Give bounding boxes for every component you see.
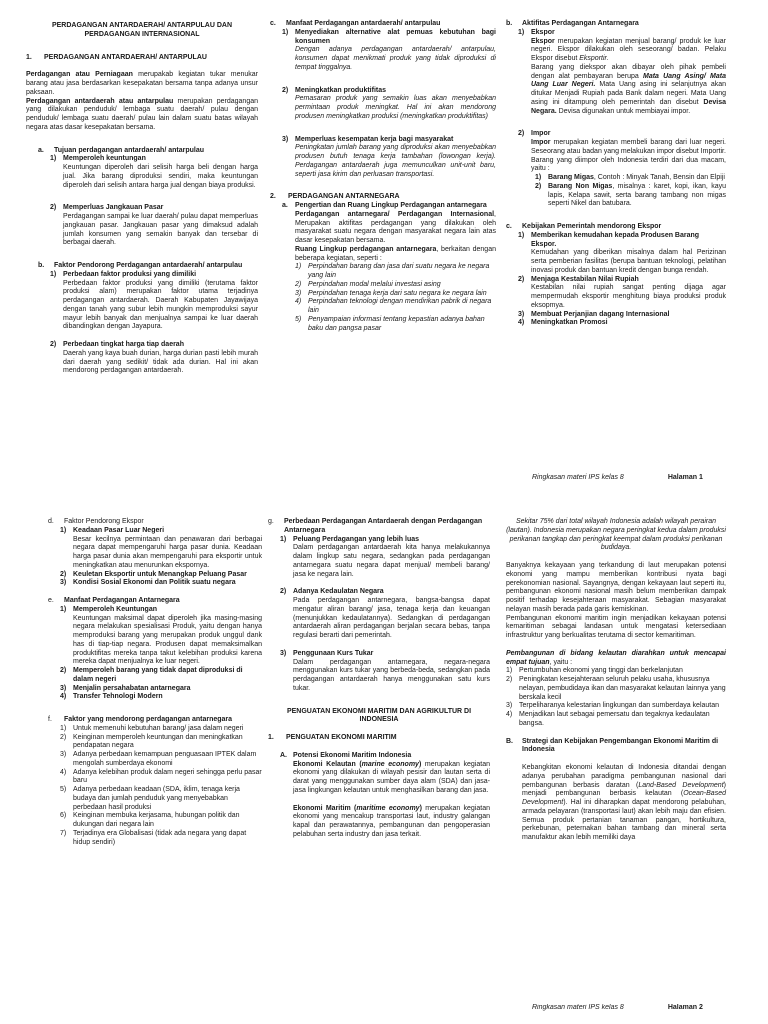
subsection-heading: a. Tujuan perdagangan antardaerah/ antarpulau <box>38 146 205 154</box>
subsection-heading: g. Perbedaan Perdagangan Antardaerah dengan Perdagangan Antarnegara <box>268 518 483 534</box>
list-item: 6) Keinginan membuka kerjasama, hubungan politik dan dukungan dari negara lain <box>60 812 240 828</box>
list-item: 1) Pertumbuhan ekonomi yang tinggi dan berkelanjutan <box>506 667 683 675</box>
list-item: 2) Meningkatkan produktifitas <box>282 86 387 94</box>
list-item: 3) Terpeliharanya kelestarian lingkungan dan sumberdaya kelautan <box>506 702 720 710</box>
list-item: 4) Transfer Tehnologi Modern <box>60 693 163 701</box>
paragraph: Keuntungan maksimal dapat diperoleh jika masing-masing negara melakukan spesialisasi Produk, yaitu dengan hanya memproduksi barang yang merupakan produk unggul dank has di tiap-tiap negara. Produsen dapat memaksimalkan produktifitas mereka tanpa takut kelebihan produksi karena mereka dapat menjualnya ke luar negeri. <box>73 614 262 666</box>
page2-column-2 <box>268 518 490 840</box>
list-item: 1) Ekspor <box>518 28 555 36</box>
list-item: 2) Perpindahan modal melalui investasi asing <box>295 280 441 288</box>
paragraph: Perdagangan antardaerah atau antarpulau merupakan perdagangan yang dilakukan penduduk/ lembaga suatu daerah/ pulau dengan penduduk/ lembaga suatu daerah/ pulau lain dalam suatu batas wilayah negara atas dasar kesepakatan bersama. <box>26 97 258 131</box>
list-item: 1) Memperoleh Keuntungan <box>60 605 158 613</box>
section-heading: 1. PENGUATAN EKONOMI MARITIM <box>268 734 397 741</box>
subsection-heading: b. Faktor Pendorong Perdagangan antardaerah/ antarpulau <box>38 262 243 269</box>
list-item: 1) Menyediakan alternative alat pemuas kebutuhan bagi konsumen <box>282 28 496 45</box>
intro-paragraph: Sekitar 75% dari total wilayah Indonesia adalah wilayah perairan (lautan). Indonesia merupakan negara peringkat kedua dalam produksi perikanan tangkap dan peringkat keempat dalam produksi perikanan budidaya. <box>506 518 726 552</box>
paragraph: Pembangunan di bidang kelautan diarahkan untuk mencapai empat tujuan, yaitu : <box>506 649 726 666</box>
list-item: 1) Perbedaan faktor produksi yang dimiliki <box>50 270 197 278</box>
list-item: 1) Perpindahan barang dan jasa dari suatu negara ke negara yang lain <box>295 263 490 279</box>
paragraph: Kebangkitan ekonomi kelautan di Indonesia ditandai dengan adanya perubahan paradigma pembangunan nasional dari pembangunan berbasis daratan (Land-Based Development) menjadi pembangunan berbasis kelautan (Ocean-Based Development). Hal ini diharapkan dapat mendorong pelabuhan, armada pelayaran (transportasi laut) akan lebih maju dan efisien. Semua produk pertanian tanaman pangan, hortikultura, perkebunan, peternakan bahan tambang dan mineral serta manufaktur akan lebih memiliki daya <box>522 764 726 841</box>
paragraph: Ekonomi Kelautan (marine economy) merupakan kegiatan ekonomi yang dilakukan di wilayah pesisir dan lautan serta di darat yang menggunakan sumber daya alam (SDA) dan jasa-jasa lingkungan kelautan untuk menghasilkan barang dan jasa. <box>293 760 490 794</box>
page-1 <box>0 0 768 500</box>
list-item: 3) Memperluas kesempatan kerja bagi masyarakat <box>282 135 454 143</box>
subsection-heading: c. Kebijakan Pemerintah mendorong Ekspor <box>506 223 662 230</box>
list-item: 3) Adanya perbedaan kemampuan penguasaan IPTEK dalam mengolah sumberdaya ekonomi <box>60 751 257 767</box>
subsection-heading: c. Manfaat Perdagangan antardaerah/ antarpulau <box>270 20 441 27</box>
page-number: Halaman 1 <box>667 474 703 481</box>
page-number: Halaman 2 <box>667 1004 703 1011</box>
paragraph: Ekonomi Maritim (maritime economy) merupakan kegiatan ekonomi yang mencakup transportasi laut, industry galangan kapal dan perawatannya, pembangunan dan pengoperasian pelabuhan serta industry dan jasa terkait. <box>293 804 490 838</box>
paragraph: Perdagangan sampai ke luar daerah/ pulau dapat memperluas jangkauan pasar. Jangkauan pasar yang dimaksud adalah jumlah konsumen yang semakin banyak dan tersebar di berbagai daerah. <box>63 213 258 247</box>
section-title: PENGUATAN EKONOMI MARITIM DAN AGRIKULTUR DI INDONESIA <box>286 707 472 724</box>
list-item: 5) Penyampaian informasi tentang kepastian adanya bahan baku dan pangsa pasar <box>295 315 485 332</box>
list-item: 2) Peningkatan kesejahteraan seluruh pelaku usaha, khususnya nelayan, pembudidaya ikan dan masyarakat kelautan lainnya yang berskala kecil <box>506 676 726 701</box>
list-item: 2) Memperluas Jangkauan Pasar <box>50 204 164 212</box>
list-item: 2) Keuletan Eksportir untuk Menangkap Peluang Pasar <box>60 570 247 578</box>
paragraph: Keuntungan diperoleh dari selisih harga beli dengan harga jual. Jika barang diproduksi sendiri, maka keuntungan diperoleh dari selisih antara harga jual dengan biaya produksi. <box>63 164 258 189</box>
list-item: 7) Terjadinya era Globalisasi (tidak ada negara yang dapat hidup sendiri) <box>60 829 247 846</box>
page2-column-3 <box>506 518 726 843</box>
list-item: 5) Adanya perbedaan keadaan (SDA, iklim, tenaga kerja budaya dan jumlah penduduk yang menyebabkan perbedaan hasil produksi <box>60 786 240 811</box>
paragraph: Peningkatan jumlah barang yang diproduksi akan menyebabkan produsen butuh tenaga kerja tambahan (lowongan kerja). Perdagangan antardaerah juga memunculkan unit-unit baru, seperti jasa kirim dan perluasan transportasi. <box>295 144 496 178</box>
paragraph: Pada perdagangan antarnegara, bangsa-bangsa dapat mengatur aliran barang/ jasa, tenaga kerja dan keuangan (menunjukkan kedaulatannya). Sedangkan di perdagangan antardaerah aliran perdagangan berjalan secara bebas, tanpa regulasi berarti dari pemerintah. <box>293 597 490 639</box>
list-item: 2) Perbedaan tingkat harga tiap daerah <box>50 341 184 348</box>
paragraph: Ruang Lingkup perdagangan antarnegara, berkaitan dengan beberapa kegiatan, seperti : <box>295 245 496 262</box>
subsection-heading: f. Faktor yang mendorong perdagangan antarnegara <box>48 716 233 723</box>
paragraph: Banyaknya kekayaan yang terkandung di laut merupakan potensi ekonomi yang mampu memberikan kontribusi nyata bagi perekonomian nasional. Sayangnya, dengan kekayaan laut seperti itu, pembangunan ekonomi nasional masih belum memberikan dampak positif terhadap kesejahteraan masyarakat. Sebagian masyarakat nelayan masih berada pada garis kemiskinan. <box>506 562 726 613</box>
list-item: 2) Keinginan memperoleh keuntungan dan meningkatkan pendapatan negara <box>60 733 243 750</box>
list-item: 3) Penggunaan Kurs Tukar <box>280 649 374 657</box>
list-item: 3) Menjalin persahabatan antarnegara <box>60 684 191 692</box>
subsection-heading: B. Strategi dan Kebijakan Pengembangan Ekonomi Maritim di Indonesia <box>506 737 719 754</box>
paragraph: Perbedaan faktor produksi yang dimiliki (terutama faktor produksi alam) merupakan faktor utama terjadinya perdagangan antardaerah. Daerah Kabupaten Jayawijaya dengan tanah yang subur lebih mungkin memproduksi sayur mayur lebih banyak dan menjualnya sampai ke luar daerah dibandingkan dengan Jayapura. <box>63 279 258 331</box>
section-heading: 2. PERDAGANGAN ANTARNEGARA <box>270 193 400 201</box>
list-item: 1) Memberikan kemudahan kepada Produsen Barang Ekspor. <box>518 231 700 248</box>
paragraph: Pembangunan ekonomi maritim ingin menjadikan kekayaan potensi kemaritiman sebagai landasan untuk mengatasi ketersediaan infrastruktur yang berkualitas terutama di sector kemaritiman. <box>506 614 726 639</box>
paragraph: Dalam perdagangan antardaerah kita hanya melakukannya dalam lingkup satu negara, sedangkan pada perdagangan antarnegara suatu negara dapat menjual/ membeli barang/ jasa ke negara lain. <box>293 544 490 578</box>
list-item: 2) Impor <box>518 130 551 138</box>
paragraph: Ekspor merupakan kegiatan menjual barang/ produk ke luar negeri. Ekspor dilakukan oleh seseorang/ badan. Pelaku Ekspor disebut Eksportir. <box>531 37 726 62</box>
list-item: 2) Barang Non Migas, misalnya : karet, kopi, ikan, kayu lapis, Kelapa sawit, serta barang tambang non migas seperti Nikel dan batubara. <box>535 182 726 208</box>
page-footer <box>532 474 703 483</box>
paragraph: Kestabilan nilai rupiah sangat penting dijaga agar mempermudah eksportir menghitung biaya produksi produk eksopmya. <box>531 284 726 309</box>
list-item: 1) Untuk memenuhi kebutuhan barang/ jasa dalam negeri <box>60 724 244 732</box>
paragraph: Barang yang diekspor akan dibayar oleh pihak pembeli dengan alat pembayaran berupa Mata Uang Asing/ Mata Uang Luar Negeri. Mata Uang asing ini selanjutnya akan ditukar Menjadi Rupiah pada Bank dalam negeri. Mata Uang asing ini ditampung oleh pemerintah dan disebut Devisa Negara. Devisa digunakan untuk membiayai impor. <box>531 63 727 115</box>
list-item: 4) Menjadikan laut sebagai pemersatu dan tegaknya kedaulatan bangsa. <box>506 711 710 727</box>
paragraph: Dalam perdagangan antarnegara, negara-negara menggunakan kurs tukar yang berbeda-beda, sedangkan pada perdagangan antardaerah hanya menggunakan satu kurs tukar. <box>293 658 490 692</box>
list-item: 2) Menjaga Kestabilan Nilai Rupiah <box>518 275 639 283</box>
paragraph: Impor merupakan kegiatan membeli barang dari luar negeri. Seseorang atau badan yang melakukan impor disebut Importir. <box>531 139 726 155</box>
document-title: PERDAGANGAN ANTARDAERAH/ ANTARPULAU DAN PERDAGANGAN INTERNASIONAL <box>51 22 233 38</box>
list-item: 4) Adanya kelebihan produk dalam negeri sehingga perlu pasar baru <box>60 768 262 785</box>
page-footer <box>532 1004 703 1013</box>
subsection-heading: b. Aktifitas Perdagangan Antarnegara <box>506 20 639 27</box>
paragraph: Perdagangan atau Perniagaan merupakab kegiatan tukar menukar barang atau jasa berdasarkan kesepakatan bersama tanpa adanya unsur paksaan. <box>26 71 258 96</box>
paragraph: Pemasaran produk yang semakin luas akan menyebabkan permintaan produk meningkat. Hal ini akan mendorong produsen meningkatkan produksi (meningkatkan produktifitas) <box>295 95 496 120</box>
paragraph: Perdagangan antarnegara/ Perdagangan Internasional, Merupakan aktifitas perdagangan yang dilakukan oleh masyarakat suatu negara dengan masyarakat negara lain atas dasar kesepakatan bersama. <box>295 210 496 244</box>
list-item: a. Pengertian dan Ruang Lingkup Perdagangan antarnegara <box>282 202 487 209</box>
paragraph: Daerah yang kaya buah durian, harga durian pasti lebih murah dari daerah yang sedikit/ tidak ada durian. Hal ini akan mendorong perdagangan antardaerah. <box>63 349 258 375</box>
list-item: 3) Membuat Perjanjian dagang Internasional <box>518 310 670 318</box>
list-item: 1) Barang Migas, Contoh : Minyak Tanah, Bensin dan Elpiji <box>535 174 725 181</box>
paragraph: Dengan adanya perdagangan antardaerah/ antarpulau, konsumen dapat menikmati produk yang tidak diproduksi di tempat tinggalnya. <box>295 46 496 71</box>
paragraph: Barang yang diimpor oleh Indonesia terdiri dari dua macam, yaitu : <box>531 156 726 173</box>
list-item: 4) Perpindahan teknologi dengan mendirikan pabrik di negara lain <box>295 298 492 314</box>
page-2 <box>0 504 768 1024</box>
list-item: A. Potensi Ekonomi Maritim Indonesia <box>280 751 412 759</box>
list-item: 4) Meningkatkan Promosi <box>518 319 608 327</box>
footer-label: Ringkasan materi IPS kelas 8 <box>532 474 624 481</box>
list-item: 1) Peluang Perdagangan yang lebih luas <box>280 535 420 543</box>
page2-column-1 <box>48 518 262 847</box>
page1-column-2 <box>270 20 496 333</box>
subsection-heading: d. Faktor Pendorong Ekspor <box>48 518 144 525</box>
list-item: 1) Memperoleh keuntungan <box>50 155 146 163</box>
subsection-heading: e. Manfaat Perdagangan Antarnegara <box>48 597 180 604</box>
list-item: 1) Keadaan Pasar Luar Negeri <box>60 526 165 534</box>
page1-column-3 <box>506 20 726 328</box>
page1-column-1 <box>26 20 258 376</box>
list-item: 3) Perpindahan tenaga kerja dari satu negara ke negara lain <box>295 289 487 297</box>
section-heading: 1. PERDAGANGAN ANTARDAERAH/ ANTARPULAU <box>26 53 207 61</box>
paragraph: Kemudahan yang diberikan misalnya dalam hal Perizinan serta pemberian fasilitas (berupa bantuan teknologi, pelatihan inovasi produk dan bantuan kredit dengan bunga rendah. <box>531 249 726 274</box>
footer-label: Ringkasan materi IPS kelas 8 <box>532 1004 624 1011</box>
list-item: 2) Memperoleh barang yang tidak dapat diproduksi di dalam negeri <box>60 667 243 683</box>
paragraph: Besar kecilnya permintaan dan penawaran dari berbagai negara dapat mempengaruhi harga pasar dunia. Keadaan harga pasar dunia akan mempengaruhi para eksportir untuk meningkatkan atau menurunkan ekspornya. <box>73 535 262 569</box>
list-item: 2) Adanya Kedaulatan Negara <box>280 588 384 596</box>
list-item: 3) Kondisi Sosial Ekonomi dan Politik suatu negara <box>60 579 236 587</box>
